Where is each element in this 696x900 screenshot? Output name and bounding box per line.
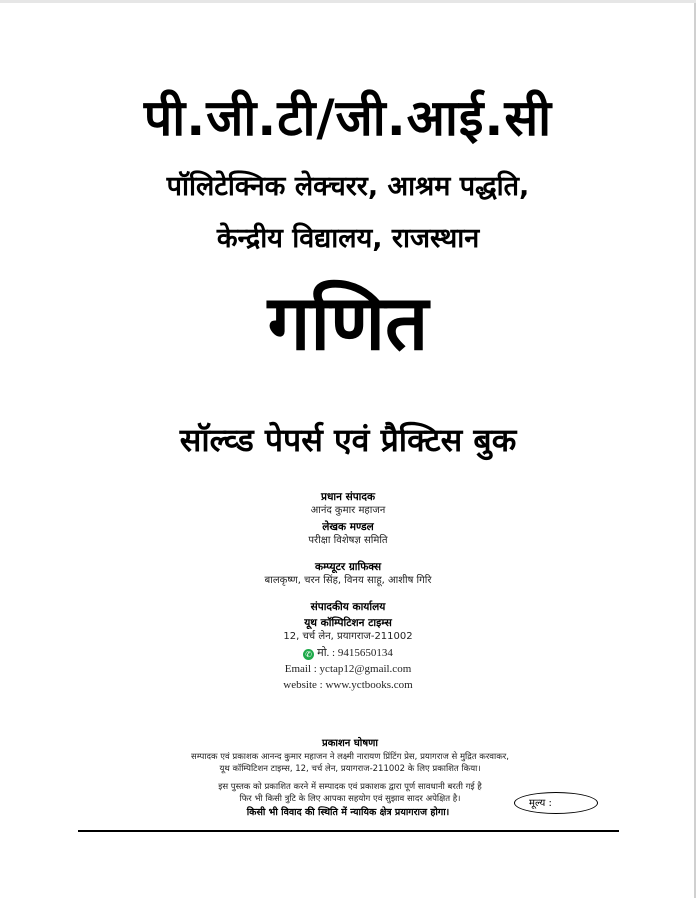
jurisdiction-note: किसी भी विवाद की स्थिति में न्यायिक क्षेत्र प्रयागराज होगा। [246, 807, 450, 818]
address: 12, चर्च लेन, प्रयागराज-211002 [283, 631, 413, 642]
whatsapp-icon: ✆ [303, 649, 314, 660]
top-edge [0, 0, 696, 3]
publication-declaration [130, 737, 570, 805]
editorial-office-label: संपादकीय कार्यालय [310, 601, 386, 613]
declaration-text-4: फिर भी किसी त्रुटि के लिए आपका सहयोग एवं सुझाव सादर अपेक्षित है। [239, 794, 461, 804]
author-board-name: परीक्षा विशेषज्ञ समिति [308, 535, 388, 546]
chief-editor-label: प्रधान संपादक [320, 491, 376, 503]
book-type: सॉल्व्ड पेपर्स एवं प्रैक्टिस बुक [179, 421, 517, 459]
company-name: यूथ कॉम्पिटिशन टाइम्स [304, 617, 392, 629]
subtitle-line-1: पॉलिटेक्निक लेक्चरर, आश्रम पद्धति, [166, 171, 530, 202]
main-title: पी.जी.टी/जी.आई.सी [143, 89, 553, 147]
website: website : www.yctbooks.com [283, 679, 413, 691]
computer-graphics-names: बालकृष्ण, चरन सिंह, विनय साहू, आशीष गिरि [264, 575, 432, 586]
credits-block [180, 488, 516, 694]
declaration-text-1: सम्पादक एवं प्रकाशक आनन्द कुमार महाजन ने लक्ष्मी नारायण प्रिंटिंग प्रेस, प्रयागराज से मुद्रित करवाकर, [191, 752, 509, 762]
phone-number: 9415650134 [337, 647, 393, 659]
author-board-label: लेखक मण्डल [322, 521, 374, 533]
chief-editor-name: आनंद कुमार महाजन [310, 505, 386, 516]
bottom-rule [78, 830, 619, 832]
computer-graphics-label: कम्प्यूटर ग्राफिक्स [314, 561, 382, 573]
declaration-text-2: यूथ कॉम्पिटिशन टाइम्स, 12, चर्च लेन, प्रयागराज-211002 के लिए प्रकाशित किया। [219, 764, 481, 774]
declaration-text-3: इस पुस्तक को प्रकाशित करने में सम्पादक एवं प्रकाशक द्वारा पूर्ण सावधानी बरती गई है [218, 782, 482, 792]
price-label: मूल्य : [529, 798, 552, 809]
declaration-label: प्रकाशन घोषणा [322, 738, 378, 749]
phone-line [180, 646, 516, 660]
phone-prefix: मो. : [317, 647, 336, 659]
subject-title: गणित [267, 278, 429, 367]
subtitle-line-2: केन्द्रीय विद्यालय, राजस्थान [216, 223, 480, 254]
email: Email : yctap12@gmail.com [284, 663, 412, 675]
